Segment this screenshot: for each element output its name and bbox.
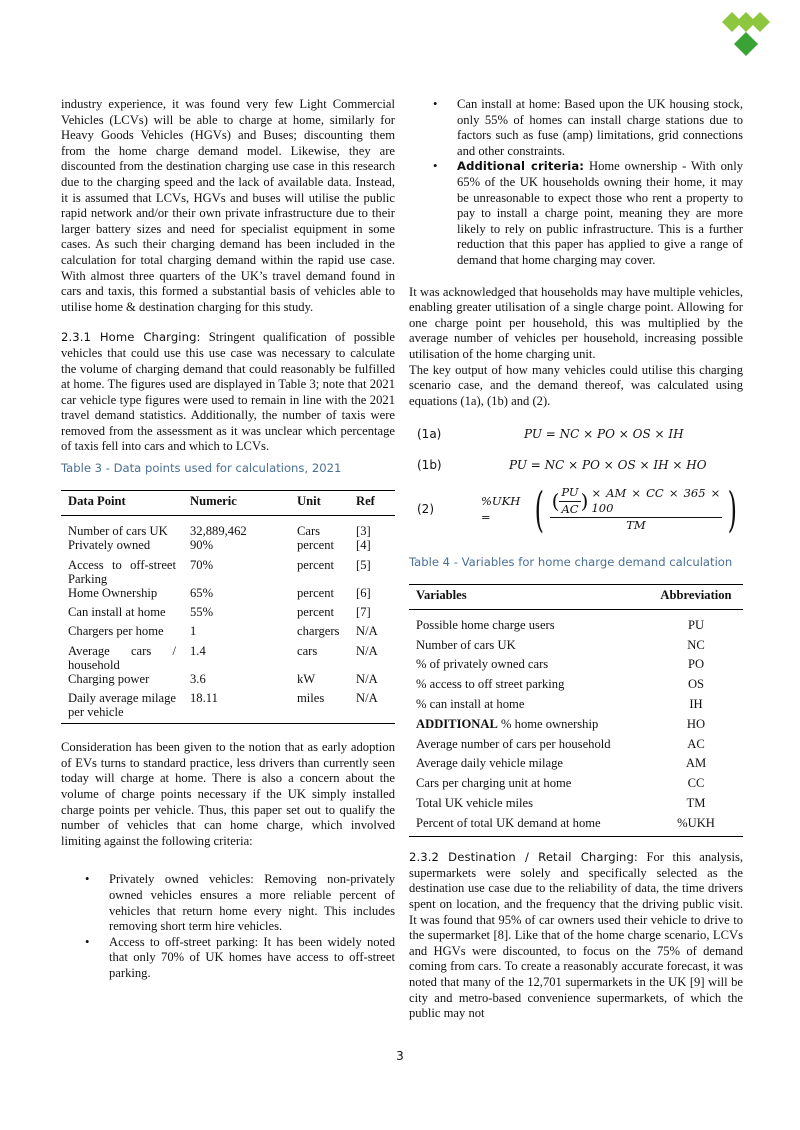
table-cell: % can install at home <box>416 697 525 712</box>
table-cell: HO <box>686 716 706 731</box>
table-row <box>409 734 743 754</box>
table-cell: Can install at home <box>68 605 166 620</box>
section-heading: 2.3.1 Home Charging: <box>61 330 201 345</box>
table-cell: AC <box>687 736 705 751</box>
equation-1b <box>409 449 743 479</box>
equation-lhs: %UKH = <box>481 494 521 524</box>
logo-icon <box>716 10 776 58</box>
table-row <box>61 672 395 691</box>
table-cell: PO <box>687 657 705 672</box>
home-charging-paragraph <box>61 330 395 455</box>
table-cell: 1 <box>190 624 197 639</box>
table-cell: percent <box>297 538 335 553</box>
equation-text: PU = NC × PO × OS × IH × HO <box>509 458 707 473</box>
table-cell: ADDITIONAL % home ownership <box>416 716 599 731</box>
table-header: Numeric <box>183 490 290 516</box>
list-item: • Access to off-street parking: It has been widely noted that only 70% of UK homes have access to off-street parking. <box>61 935 395 982</box>
equation-number: (1b) <box>417 458 442 473</box>
table-cell: N/A <box>356 643 378 658</box>
table-row <box>409 655 743 675</box>
table-row <box>61 586 395 605</box>
table-cell: Average daily vehicle milage <box>416 756 563 771</box>
destination-charging-paragraph <box>409 850 743 1022</box>
table-cell: Number of cars UK <box>68 524 168 539</box>
fraction-numerator: PU <box>559 485 580 502</box>
table-cell: Cars per charging unit at home <box>416 776 572 791</box>
table-cell: % of privately owned cars <box>416 657 549 672</box>
table-row <box>61 624 395 643</box>
table-row <box>61 516 395 539</box>
table-row <box>409 610 743 635</box>
table-row <box>409 675 743 695</box>
table-cell: PU <box>687 617 705 632</box>
table4-caption: Table 4 - Variables for home charge demand calculation <box>409 555 733 570</box>
table-row <box>61 605 395 624</box>
data-points-table <box>61 490 395 725</box>
table-cell: Access to off-street Parking <box>68 557 176 586</box>
list-item <box>409 159 743 268</box>
table-cell: miles <box>290 691 349 724</box>
table-cell: 65% <box>190 585 214 600</box>
table-cell: 18.11 <box>183 691 290 724</box>
table-cell: 70% <box>190 557 214 572</box>
list-item-text: Home ownership - With only 65% of the UK households owning their home, it may be unreasonable to expect those who rent a property to pay to install a charge point, meaning they are more likely to rely on public infrastructure. This is a further reduction that this paper has applied to give a range of demand that home charging may cover. <box>457 159 743 267</box>
fraction-denominator: AC <box>561 501 579 516</box>
equation-factors: × AM × CC × 365 × 100 <box>591 485 721 516</box>
paragraph-text: Stringent qualification of possible vehicles that could use this use case was necessary to calculate the volume of charging demand that could reasonably be fulfilled at home. The figures used are displayed in Table 3; note that 2021 car vehicle type figures were used to remain in line with the 2021 travel demand statistics. Additionally, the number of taxis were removed from the assessment as it was unclear which percentage of taxis fell into cars and which to LCVs. <box>61 330 395 454</box>
table3-caption: Table 3 - Data points used for calculations, 2021 <box>61 461 342 476</box>
table-cell: Possible home charge users <box>416 617 555 632</box>
table-cell: chargers <box>297 624 340 639</box>
table-cell: Daily average milage per vehicle <box>61 691 183 724</box>
table-cell: Home Ownership <box>68 585 158 600</box>
table-header: Ref <box>349 490 395 516</box>
table-cell: percent <box>297 605 335 620</box>
table-cell: [6] <box>356 585 371 600</box>
variables-table <box>409 584 743 837</box>
table-cell: 32,889,462 <box>190 524 247 539</box>
list-item: • Privately owned vehicles: Removing non-privately owned vehicles ensures a more reliable percent of vehicles that return home every night. This includes removing short term hire vehicles. <box>61 872 395 934</box>
criteria-list-continued <box>409 97 743 269</box>
table-cell: Percent of total UK demand at home <box>409 813 649 836</box>
table-cell: Privately owned <box>68 538 151 553</box>
left-column <box>61 97 395 982</box>
table-header: Abbreviation <box>649 584 743 610</box>
table-cell: Number of cars UK <box>416 637 516 652</box>
table-cell: TM <box>686 796 706 811</box>
table-cell: CC <box>687 776 705 791</box>
table-row <box>61 644 395 672</box>
table-cell: %UKH <box>649 813 743 836</box>
table-cell: Average number of cars per household <box>416 736 611 751</box>
table-row <box>409 754 743 774</box>
table-cell: Average cars / household <box>68 643 176 672</box>
table-cell: NC <box>687 637 705 652</box>
equation-fraction: ( $\frac{PU}{AC}$ ) × AM × CC × 365 × 100 TM <box>551 485 721 533</box>
equation-text: %UKH = ( ( $\frac{PU}{AC}$ ) × AM × CC × 365 × 100 TM ) <box>481 481 738 538</box>
table-row <box>409 774 743 794</box>
body-paragraph: The key output of how many vehicles could utilise this charging scenario case, and the demand thereof, was calculated using equations (1a), (1b) and (2). <box>409 362 743 408</box>
table-cell: cars <box>297 643 318 658</box>
table-row <box>61 558 395 586</box>
table-cell: N/A <box>356 624 378 639</box>
table-cell: percent <box>297 557 335 572</box>
table-cell: [7] <box>356 605 371 620</box>
equation-1a <box>409 419 743 449</box>
body-paragraph: industry experience, it was found very few Light Commercial Vehicles (LCVs) will be able to charge at home, similarly for Heavy Goods Vehicles (HGVs) and Buses; discounting them from the home charge demand model. Likewise, they are discounted from the destination charging use case in this research due to the charging speed and the lack of available data. Instead, it is assumed that LCVs, HGVs and buses will utilise the public rapid network and/or their own private infrastructure due to their larger battery sizes and need for specialist equipment in some cases. As such their charging demand has been included in the calculation for total charging demand within the rapid use case. With almost three quarters of the UK’s travel demand found in cars and taxis, this formed a substantial basis of vehicles able to utilise home & destination charging for this study. <box>61 97 395 314</box>
equation-text: PU = NC × PO × OS × IH <box>524 427 684 442</box>
table-cell: 3.6 <box>190 671 206 686</box>
table-header: Variables <box>409 584 649 610</box>
table-cell: 90% <box>190 538 214 553</box>
table-cell: [4] <box>356 538 371 553</box>
table-cell: N/A <box>356 671 378 686</box>
table-cell: 1.4 <box>190 643 206 658</box>
table-row <box>409 794 743 814</box>
list-item: • Can install at home: Based upon the UK housing stock, only 55% of homes can install charge stations due to factors such as fuse (amp) limitations, grid connections and other constraints. <box>409 97 743 159</box>
table-cell: [5] <box>356 557 371 572</box>
table-row <box>61 538 395 557</box>
bold-label: Additional criteria: <box>457 159 585 174</box>
equation-number: (1a) <box>417 427 442 442</box>
table-row <box>409 695 743 715</box>
equation-number: (2) <box>417 502 434 517</box>
table-header: Unit <box>290 490 349 516</box>
body-paragraph: Consideration has been given to the notion that as early adoption of EVs turns to standard practice, less drivers than currently seen today will charge at home. There is also a concern about the volume of charge points necessary if the UK simply installed charge points per vehicle. Thus, this paper set out to qualify the number of vehicles that can home charge, which involved limiting against the following criteria: <box>61 740 395 848</box>
section-heading: 2.3.2 Destination / Retail Charging: <box>409 850 638 865</box>
equation-2 <box>409 481 743 538</box>
table-cell: AM <box>685 756 707 771</box>
criteria-list <box>61 872 395 981</box>
table-cell: OS <box>687 677 705 692</box>
paragraph-text: For this analysis, supermarkets were solely and specifically selected as the destination use case due to the reliability of data, the time drivers spent on location, and the frequency that the driving public visit. It was found that 95% of car owners used their vehicle to drive to the supermarket [8]. Like that of the home charge scenario, LCVs and HGVs were discounted, to focus on the 75% of demand coming from cars. To create a reasonably accurate forecast, it was noted that many of the 12,701 supermarkets in the UK [9] will be city and metro-based convenience supermarkets, of which the public may not <box>409 850 743 1021</box>
table-row <box>409 714 743 734</box>
table-cell: 55% <box>190 605 214 620</box>
fraction-denominator: TM <box>626 518 646 533</box>
table-cell: [3] <box>356 524 371 539</box>
table-row <box>61 691 395 724</box>
table-cell: kW <box>297 671 316 686</box>
page-number: 3 <box>396 1049 404 1063</box>
right-column <box>409 97 743 1022</box>
table-cell: Chargers per home <box>68 624 164 639</box>
table-cell: Cars <box>297 524 321 539</box>
table-cell: N/A <box>349 691 395 724</box>
table-cell: Charging power <box>68 671 150 686</box>
body-paragraph: It was acknowledged that households may have multiple vehicles, enabling greater utilisation of a single charge point. Allowing for one charge point per household, this was multiplied by the average number of vehicles per household, increasing possible utilisation of the home charging unit. <box>409 284 743 361</box>
table-header: Data Point <box>61 490 183 516</box>
table-cell: Total UK vehicle miles <box>416 796 533 811</box>
table-row <box>409 813 743 836</box>
table-cell: % access to off street parking <box>416 677 565 692</box>
table-row <box>409 635 743 655</box>
table-cell: IH <box>689 697 703 712</box>
table-cell: percent <box>297 585 335 600</box>
